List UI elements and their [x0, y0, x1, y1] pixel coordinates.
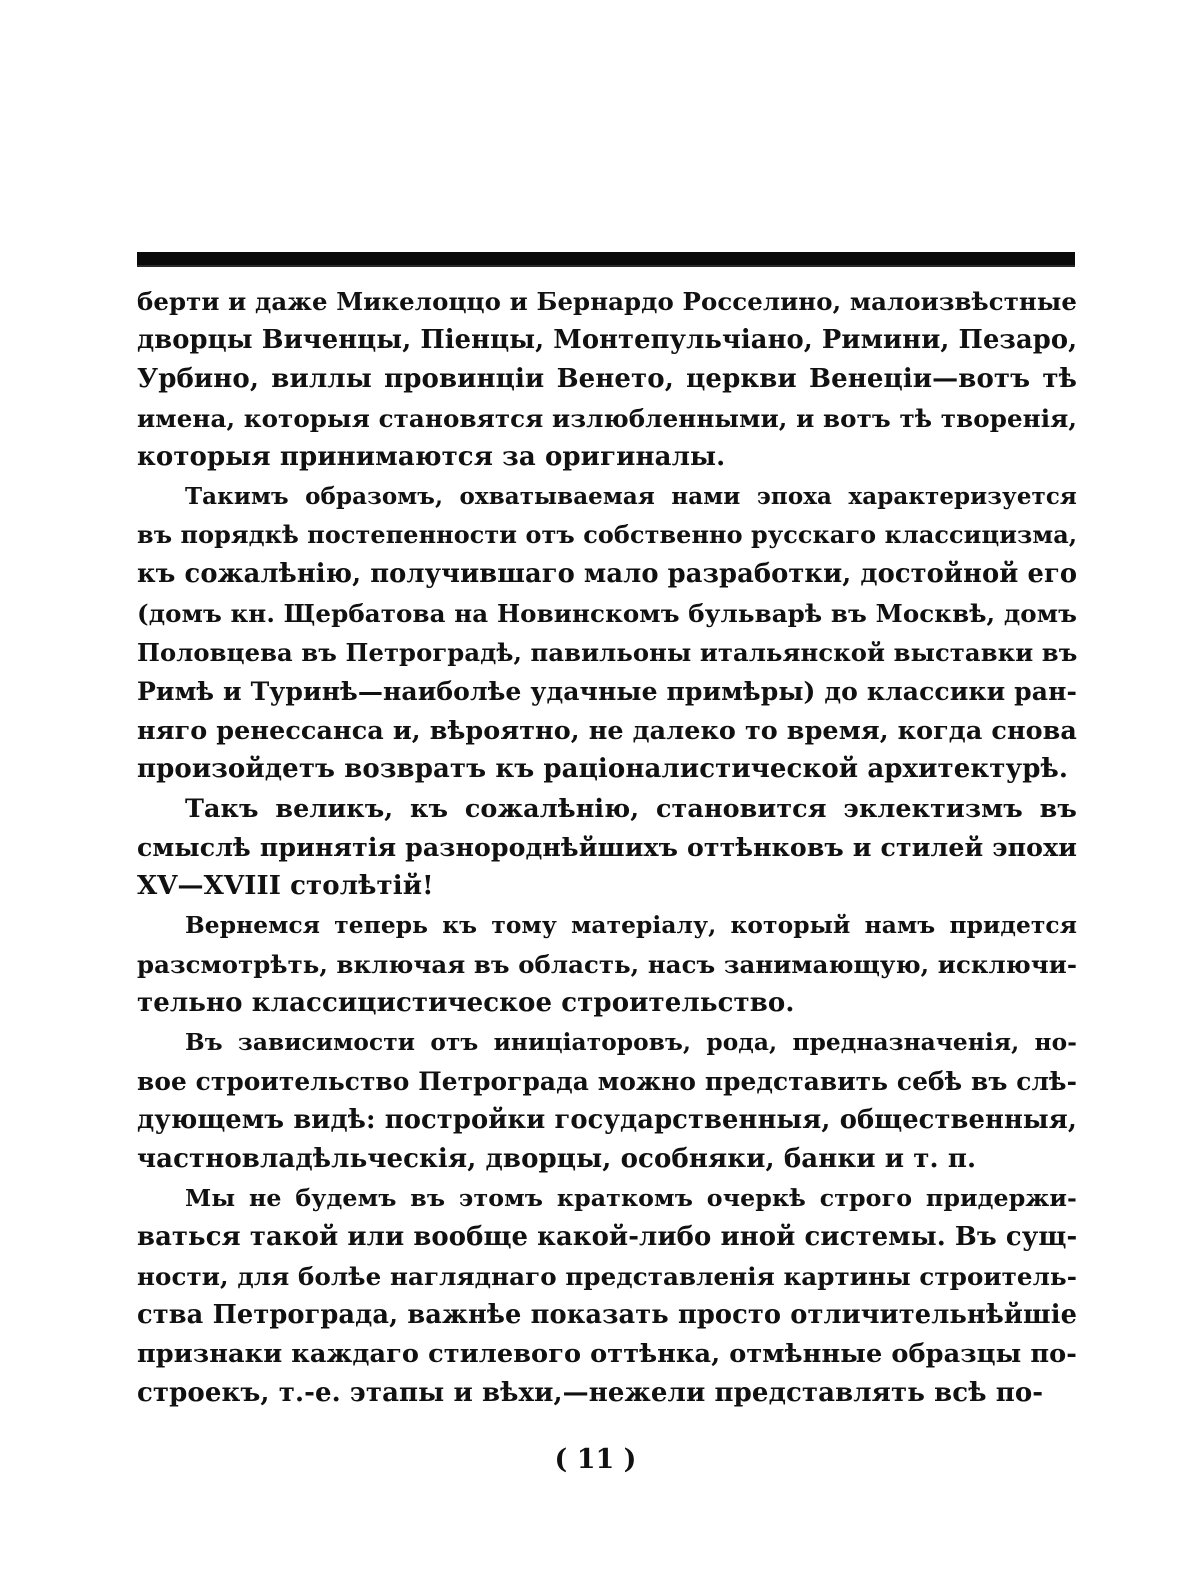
- text-line: XV—XVIII столѣтій!: [137, 871, 434, 901]
- paragraph: [137, 789, 1077, 906]
- text-line: въ порядкѣ постепенности отъ собственно русскаго классицизма,: [137, 521, 1078, 549]
- text-line: ности, для болѣе нагляднаго представленія картины строитель-: [137, 1262, 1077, 1291]
- text-line: вое строительство Петрограда можно представить себѣ въ слѣ-: [137, 1067, 1077, 1096]
- text-line: Половцева въ Петроградѣ, павильоны итальянской выставки въ: [137, 638, 1078, 667]
- text-line: имена, которыя становятся излюбленными, и вотъ тѣ творенія,: [137, 404, 1077, 433]
- text-line: строекъ, т.-е. этапы и вѣхи,—нежели представлять всѣ по-: [137, 1378, 1044, 1408]
- text-line: Такимъ образомъ, охватываемая нами эпоха характеризуется: [185, 483, 1077, 510]
- paragraph: [137, 1023, 1077, 1179]
- text-line: дворцы Виченцы, Піенцы, Монтепульчіано, Римини, Пезаро,: [137, 325, 1078, 355]
- paragraph: [137, 477, 1077, 789]
- paragraph: [137, 1179, 1077, 1413]
- paragraph: [137, 282, 1077, 477]
- text-line: ваться такой или вообще какой-либо иной системы. Въ сущ-: [137, 1222, 1078, 1252]
- text-line: (домъ кн. Щербатова на Новинскомъ бульварѣ въ Москвѣ, домъ: [137, 599, 1077, 628]
- text-line: признаки каждаго стилевого оттѣнка, отмѣнные образцы по-: [137, 1339, 1077, 1369]
- text-line: ства Петрограда, важнѣе показать просто отличительнѣйшіе: [137, 1300, 1077, 1330]
- text-line: тельно классицистическое строительство.: [137, 988, 795, 1018]
- text-line: смыслѣ принятія разнороднѣйшихъ оттѣнковъ и стилей эпохи: [137, 832, 1077, 862]
- text-line: частновладѣльческія, дворцы, особняки, банки и т. п.: [137, 1144, 977, 1174]
- body-text: [137, 282, 1077, 1413]
- text-line: Римѣ и Туринѣ—наиболѣе удачные примѣры) до классики ран-: [137, 676, 1077, 706]
- text-line: Вернемся теперь къ тому матеріалу, который намъ придется: [185, 912, 1077, 939]
- paragraph: [137, 906, 1077, 1023]
- text-line: разсмотрѣть, включая въ область, насъ занимающую, исключи-: [137, 950, 1078, 979]
- text-line: Мы не будемъ въ этомъ краткомъ очеркѣ строго придержи-: [185, 1184, 1077, 1212]
- text-line: берти и даже Микелоццо и Бернардо Росселино, малоизвѣстные: [137, 287, 1077, 316]
- page-number: ( 11 ): [554, 1444, 637, 1475]
- text-line: произойдетъ возвратъ къ раціоналистической архитектурѣ.: [137, 754, 1069, 784]
- text-line: няго ренессанса и, вѣроятно, не далеко то время, когда снова: [137, 715, 1077, 745]
- header-rule: [137, 252, 1075, 267]
- text-line: дующемъ видѣ: постройки государственныя, общественныя,: [137, 1105, 1077, 1135]
- text-line: къ сожалѣнію, получившаго мало разработки, достойной его: [137, 559, 1078, 589]
- text-line: Урбино, виллы провинціи Венето, церкви Венеціи—вотъ тѣ: [137, 364, 1077, 394]
- text-line: которыя принимаются за оригиналы.: [137, 442, 726, 472]
- text-line: Въ зависимости отъ иниціаторовъ, рода, предназначенія, но-: [185, 1029, 1077, 1056]
- text-line: Такъ великъ, къ сожалѣнію, становится эклектизмъ въ: [185, 793, 1077, 823]
